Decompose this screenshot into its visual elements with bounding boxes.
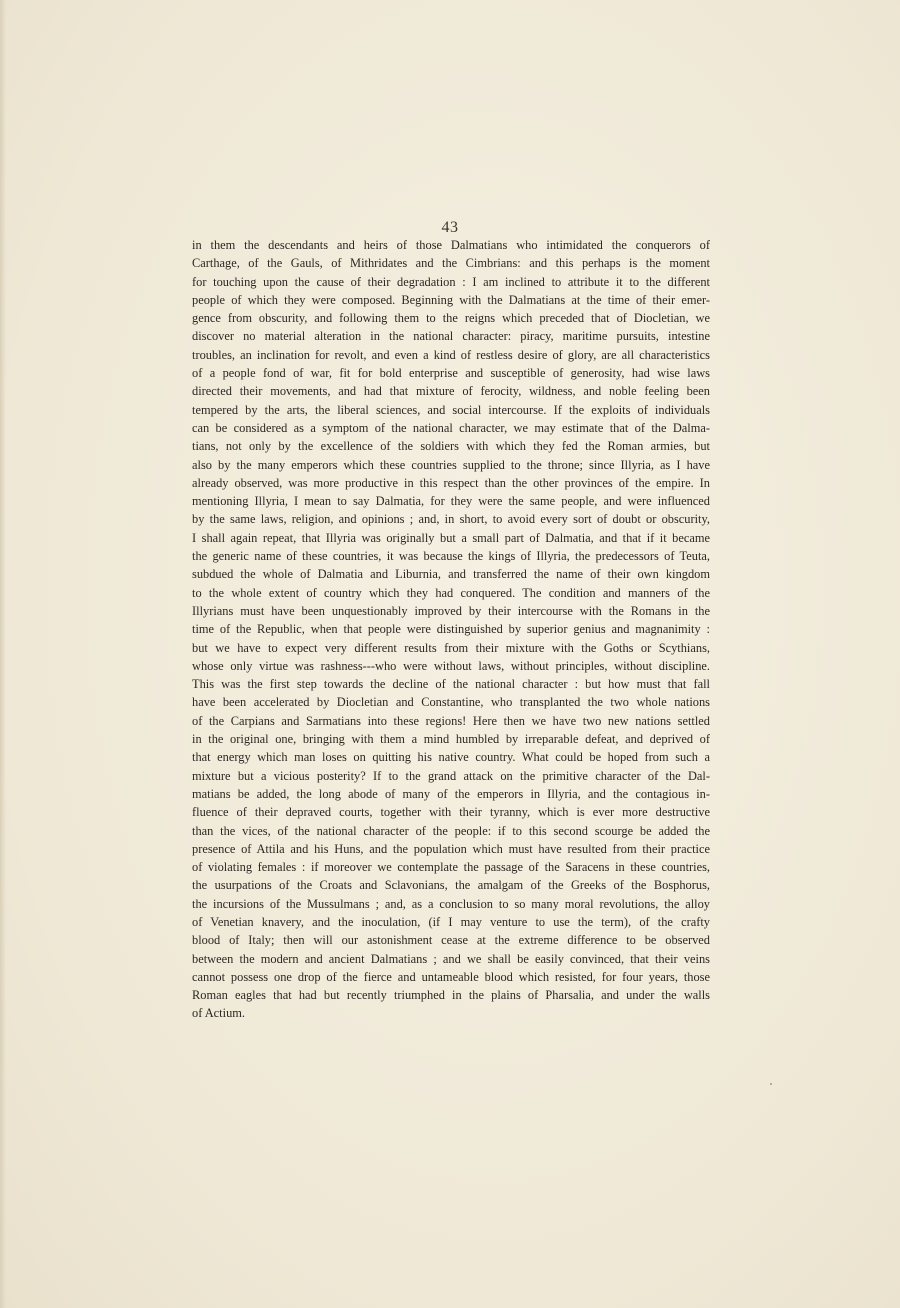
- text-line: cannot possess one drop of the fierce and untameable blood which resisted, for four years, those: [192, 969, 710, 984]
- text-line: in the original one, bringing with them a mind humbled by irreparable defeat, and deprived of: [192, 732, 710, 747]
- text-line: the usurpations of the Croats and Sclavonians, the amalgam of the Greeks of the Bosphorus,: [192, 878, 710, 893]
- text-line: the generic name of these countries, it was because the kings of Illyria, the predecessors of Teuta,: [192, 549, 710, 564]
- text-line: tempered by the arts, the liberal sciences, and social intercourse. If the exploits of individuals: [192, 402, 710, 417]
- text-line: subdued the whole of Dalmatia and Liburnia, and transferred the name of their own kingdom: [192, 567, 710, 582]
- text-line: for touching upon the cause of their degradation : I am inclined to attribute it to the different: [192, 274, 710, 289]
- text-line: fluence of their depraved courts, together with their tyranny, which is ever more destructive: [192, 805, 710, 820]
- text-line: already observed, was more productive in this respect than the other provinces of the empire. In: [192, 475, 710, 490]
- text-line: This was the first step towards the decline of the national character : but how must that fall: [192, 677, 710, 692]
- text-line: mentioning Illyria, I mean to say Dalmatia, for they were the same people, and were influenced: [192, 494, 710, 509]
- text-line: have been accelerated by Diocletian and Constantine, who transplanted the two whole nations: [192, 695, 710, 710]
- text-line: whose only virtue was rashness---who were without laws, without principles, without discipline.: [192, 658, 710, 673]
- text-line: Carthage, of the Gauls, of Mithridates and the Cimbrians: and this perhaps is the moment: [192, 256, 710, 271]
- text-line: that energy which man loses on quitting his native country. What could be hoped from such a: [192, 750, 710, 765]
- text-line: of violating females : if moreover we contemplate the passage of the Saracens in these countries,: [192, 860, 710, 875]
- text-line: blood of Italy; then will our astonishment cease at the extreme difference to be observed: [192, 933, 710, 948]
- text-line: discover no material alteration in the national character: piracy, maritime pursuits, intestine: [192, 329, 710, 344]
- text-line: of Venetian knavery, and the inoculation, (if I may venture to use the term), of the crafty: [192, 914, 710, 929]
- body-paragraph: [192, 236, 710, 1023]
- text-line: of the Carpians and Sarmatians into these regions! Here then we have two new nations settled: [192, 713, 710, 728]
- text-line: in them the descendants and heirs of those Dalmatians who intimidated the conquerors of: [192, 238, 710, 252]
- text-line: time of the Republic, when that people were distinguished by superior genius and magnanimity :: [192, 622, 710, 637]
- text-line: of a people fond of war, fit for bold enterprise and susceptible of generosity, had wise laws: [192, 366, 710, 381]
- text-line: of Actium.: [192, 1006, 245, 1021]
- text-line: to the whole extent of country which they had conquered. The condition and manners of the: [192, 585, 710, 600]
- text-line: presence of Attila and his Huns, and the population which must have resulted from their practice: [192, 841, 710, 856]
- text-line: by the same laws, religion, and opinions ; and, in short, to avoid every sort of doubt or obscurity,: [192, 512, 710, 527]
- text-line: but we have to expect very different results from their mixture with the Goths or Scythians,: [192, 640, 710, 655]
- text-line: I shall again repeat, that Illyria was originally but a small part of Dalmatia, and that if it became: [192, 530, 710, 545]
- page-edge-shadow: [0, 0, 6, 1308]
- text-line: Roman eagles that had but recently triumphed in the plains of Pharsalia, and under the walls: [192, 988, 710, 1003]
- text-line: gence from obscurity, and following them to the reigns which preceded that of Diocletian, we: [192, 311, 710, 326]
- text-line: also by the many emperors which these countries supplied to the throne; since Illyria, as I have: [192, 457, 710, 472]
- text-line: Illyrians must have been unquestionably improved by their intercourse with the Romans in the: [192, 603, 710, 618]
- text-line: tians, not only by the excellence of the soldiers with which they fed the Roman armies, but: [192, 439, 710, 454]
- text-line: matians be added, the long abode of many of the emperors in Illyria, and the contagious in-: [192, 786, 710, 801]
- page-number: 43: [441, 219, 459, 236]
- text-line: mixture but a vicious posterity? If to the grand attack on the primitive character of the Dal-: [192, 768, 710, 783]
- text-line: between the modern and ancient Dalmatians ; and we shall be easily convinced, that their veins: [192, 951, 710, 966]
- text-line: directed their movements, and had that mixture of ferocity, wildness, and noble feeling been: [192, 384, 710, 399]
- paper-speck: [770, 1083, 772, 1085]
- text-line: than the vices, of the national character of the people: if to this second scourge be added the: [192, 823, 710, 838]
- text-line: people of which they were composed. Beginning with the Dalmatians at the time of their emer-: [192, 292, 710, 307]
- text-line: the incursions of the Mussulmans ; and, as a conclusion to so many moral revolutions, the alloy: [192, 896, 710, 911]
- text-line: can be considered as a symptom of the national character, we may estimate that of the Dalma-: [192, 420, 710, 435]
- text-line: troubles, an inclination for revolt, and even a kind of restless desire of glory, are all characteristics: [192, 347, 710, 362]
